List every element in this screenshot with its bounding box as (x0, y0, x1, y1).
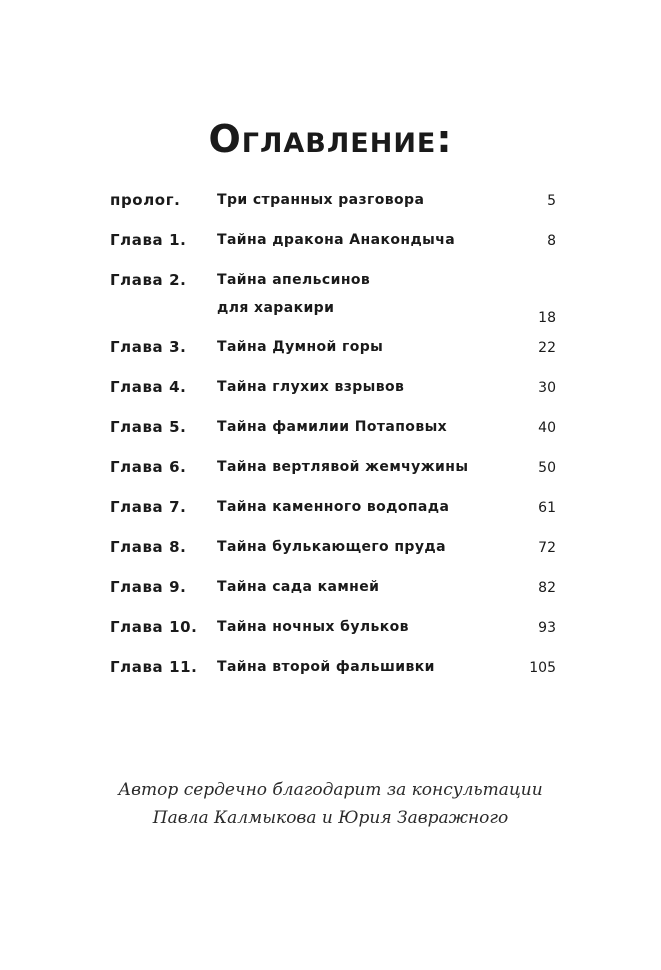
chapter-page-number: 82 (538, 580, 556, 596)
chapter-page-number: 93 (538, 620, 556, 636)
chapter-label: Глава 7. (110, 498, 187, 516)
chapter-label: пролог. (110, 191, 181, 209)
chapter-title: Тайна сада камней (217, 579, 380, 595)
chapter-label: Глава 2. (110, 271, 187, 289)
chapter-page-number: 72 (538, 540, 556, 556)
chapter-page-number: 22 (538, 340, 556, 356)
chapter-page-number: 5 (547, 193, 556, 209)
chapter-title: Тайна второй фальшивки (217, 659, 435, 675)
chapter-label: Глава 11. (110, 658, 198, 676)
toc-row-chapter-6 (110, 453, 560, 493)
chapter-title: Тайна булькающего пруда (217, 539, 446, 555)
chapter-title: Тайна вертлявой жемчужины (217, 459, 469, 475)
chapter-page-number: 40 (538, 420, 556, 436)
chapter-page-number: 30 (538, 380, 556, 396)
acknowledgement-line-2: Павла Калмыкова и Юрия Завражного (152, 808, 509, 828)
toc-row-chapter-10 (110, 613, 560, 653)
toc-row-chapter-4 (110, 373, 560, 413)
page-title: Оглавление: (208, 117, 453, 162)
toc-row-chapter-3 (110, 333, 560, 373)
toc-row-chapter-9 (110, 573, 560, 613)
chapter-label: Глава 3. (110, 338, 187, 356)
toc-row-chapter-1 (110, 226, 560, 266)
acknowledgement (0, 776, 661, 832)
chapter-title: Тайна ночных бульков (217, 619, 409, 635)
toc-row-chapter-8 (110, 533, 560, 573)
toc-row-chapter-11 (110, 653, 560, 693)
table-of-contents (110, 186, 560, 693)
chapter-page-number: 18 (538, 310, 556, 326)
chapter-title: Тайна глухих взрывов (217, 379, 405, 395)
chapter-page-number: 105 (529, 660, 556, 676)
chapter-title: Тайна Думной горы (217, 339, 384, 355)
toc-row-prologue (110, 186, 560, 226)
chapter-label: Глава 5. (110, 418, 187, 436)
chapter-title: Тайна апельсинов для харакири (217, 272, 371, 316)
toc-row-chapter-2 (110, 266, 560, 333)
chapter-title: Три странных разговора (217, 192, 425, 208)
chapter-label: Глава 4. (110, 378, 187, 396)
chapter-page-number: 61 (538, 500, 556, 516)
chapter-title: Тайна фамилии Потаповых (217, 419, 448, 435)
chapter-title: Тайна каменного водопада (217, 499, 450, 515)
chapter-label: Глава 9. (110, 578, 187, 596)
chapter-title: Тайна дракона Анакондыча (217, 232, 456, 248)
chapter-label: Глава 1. (110, 231, 187, 249)
acknowledgement-line-1: Автор сердечно благодарит за консультации (118, 780, 543, 800)
toc-row-chapter-7 (110, 493, 560, 533)
toc-row-chapter-5 (110, 413, 560, 453)
chapter-label: Глава 6. (110, 458, 187, 476)
chapter-page-number: 8 (547, 233, 556, 249)
chapter-label: Глава 10. (110, 618, 198, 636)
chapter-page-number: 50 (538, 460, 556, 476)
chapter-label: Глава 8. (110, 538, 187, 556)
